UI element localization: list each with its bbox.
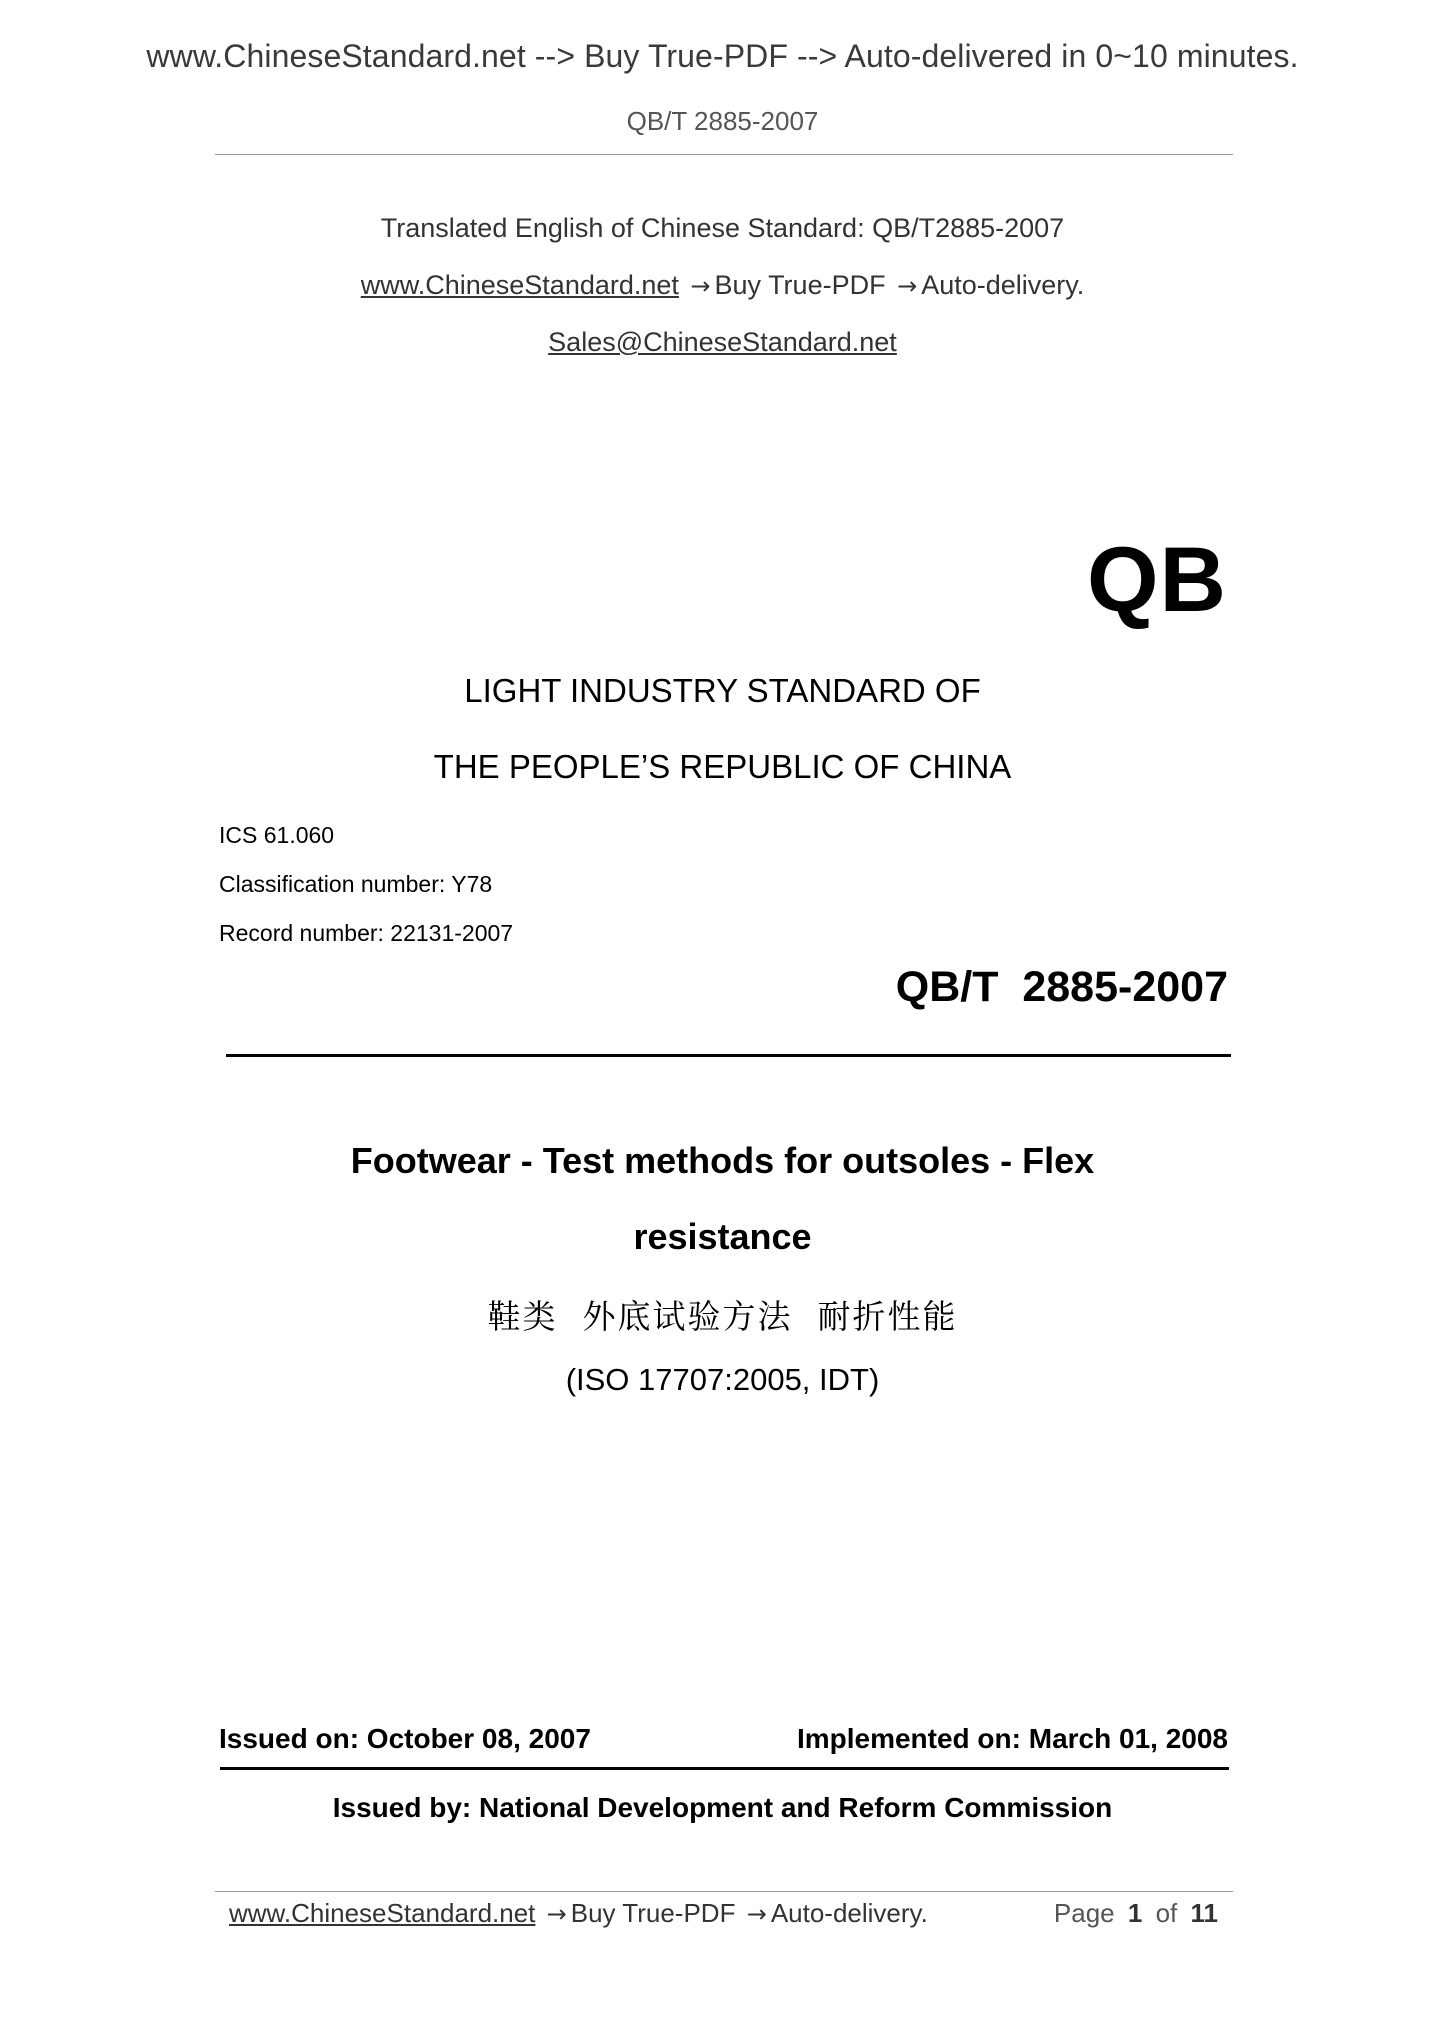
- site-link[interactable]: www.ChineseStandard.net: [360, 270, 679, 300]
- page-of-label: of: [1155, 1898, 1178, 1928]
- page-label: Page: [1053, 1898, 1115, 1928]
- purchase-links: [0, 270, 1445, 301]
- ics-code: ICS 61.060: [219, 822, 335, 848]
- document-title-line-2: resistance: [633, 1216, 812, 1257]
- arrow-right-icon: →: [897, 272, 918, 300]
- iso-reference: (ISO 17707:2005, IDT): [565, 1362, 880, 1397]
- implemented-on-date: Implemented on: March 01, 2008: [796, 1723, 1228, 1754]
- issued-on-date: Issued on: October 08, 2007: [219, 1723, 591, 1754]
- footer-auto-text: Auto-delivery.: [770, 1898, 928, 1928]
- qb-logo: QB: [1087, 529, 1227, 631]
- page-indicator: [1054, 1898, 1224, 1929]
- issued-by: Issued by: National Development and Reform Commission: [332, 1792, 1113, 1823]
- footer-divider: [215, 1891, 1233, 1892]
- record-number: Record number: 22131-2007: [219, 920, 514, 946]
- top-banner: www.ChineseStandard.net --> Buy True-PDF --> Auto-delivered in 0~10 minutes.: [146, 38, 1299, 74]
- page-total: 11: [1190, 1898, 1218, 1928]
- standard-title-line-2: THE PEOPLE’S REPUBLIC OF CHINA: [433, 748, 1012, 785]
- sales-email-link[interactable]: Sales@ChineseStandard.net: [548, 327, 897, 357]
- document-title-line-1: Footwear - Test methods for outsoles - Flex: [350, 1140, 1095, 1181]
- standard-code: QB/T 2885-2007: [895, 963, 1228, 1011]
- buy-true-pdf-text: Buy True-PDF: [714, 270, 886, 300]
- auto-delivery-text: Auto-delivery.: [921, 270, 1085, 300]
- arrow-right-icon: →: [690, 272, 711, 300]
- issue-divider: [220, 1767, 1229, 1770]
- chinese-title: 鞋类 外底试验方法 耐折性能: [487, 1297, 958, 1336]
- footer-site-link[interactable]: www.ChineseStandard.net: [229, 1898, 536, 1928]
- header-divider: [215, 154, 1233, 155]
- classification-number: Classification number: Y78: [219, 871, 493, 897]
- arrow-right-icon: →: [746, 1900, 767, 1928]
- page-current: 1: [1127, 1898, 1143, 1928]
- standard-code-divider: [226, 1054, 1231, 1057]
- footer-purchase-links: [229, 1898, 928, 1929]
- sales-email-row: [0, 327, 1445, 358]
- arrow-right-icon: →: [546, 1900, 567, 1928]
- translated-notice: Translated English of Chinese Standard: QB/T2885-2007: [380, 213, 1065, 243]
- header-standard-code: QB/T 2885-2007: [626, 106, 819, 136]
- footer-buy-text: Buy True-PDF: [570, 1898, 736, 1928]
- standard-title-line-1: LIGHT INDUSTRY STANDARD OF: [464, 672, 981, 709]
